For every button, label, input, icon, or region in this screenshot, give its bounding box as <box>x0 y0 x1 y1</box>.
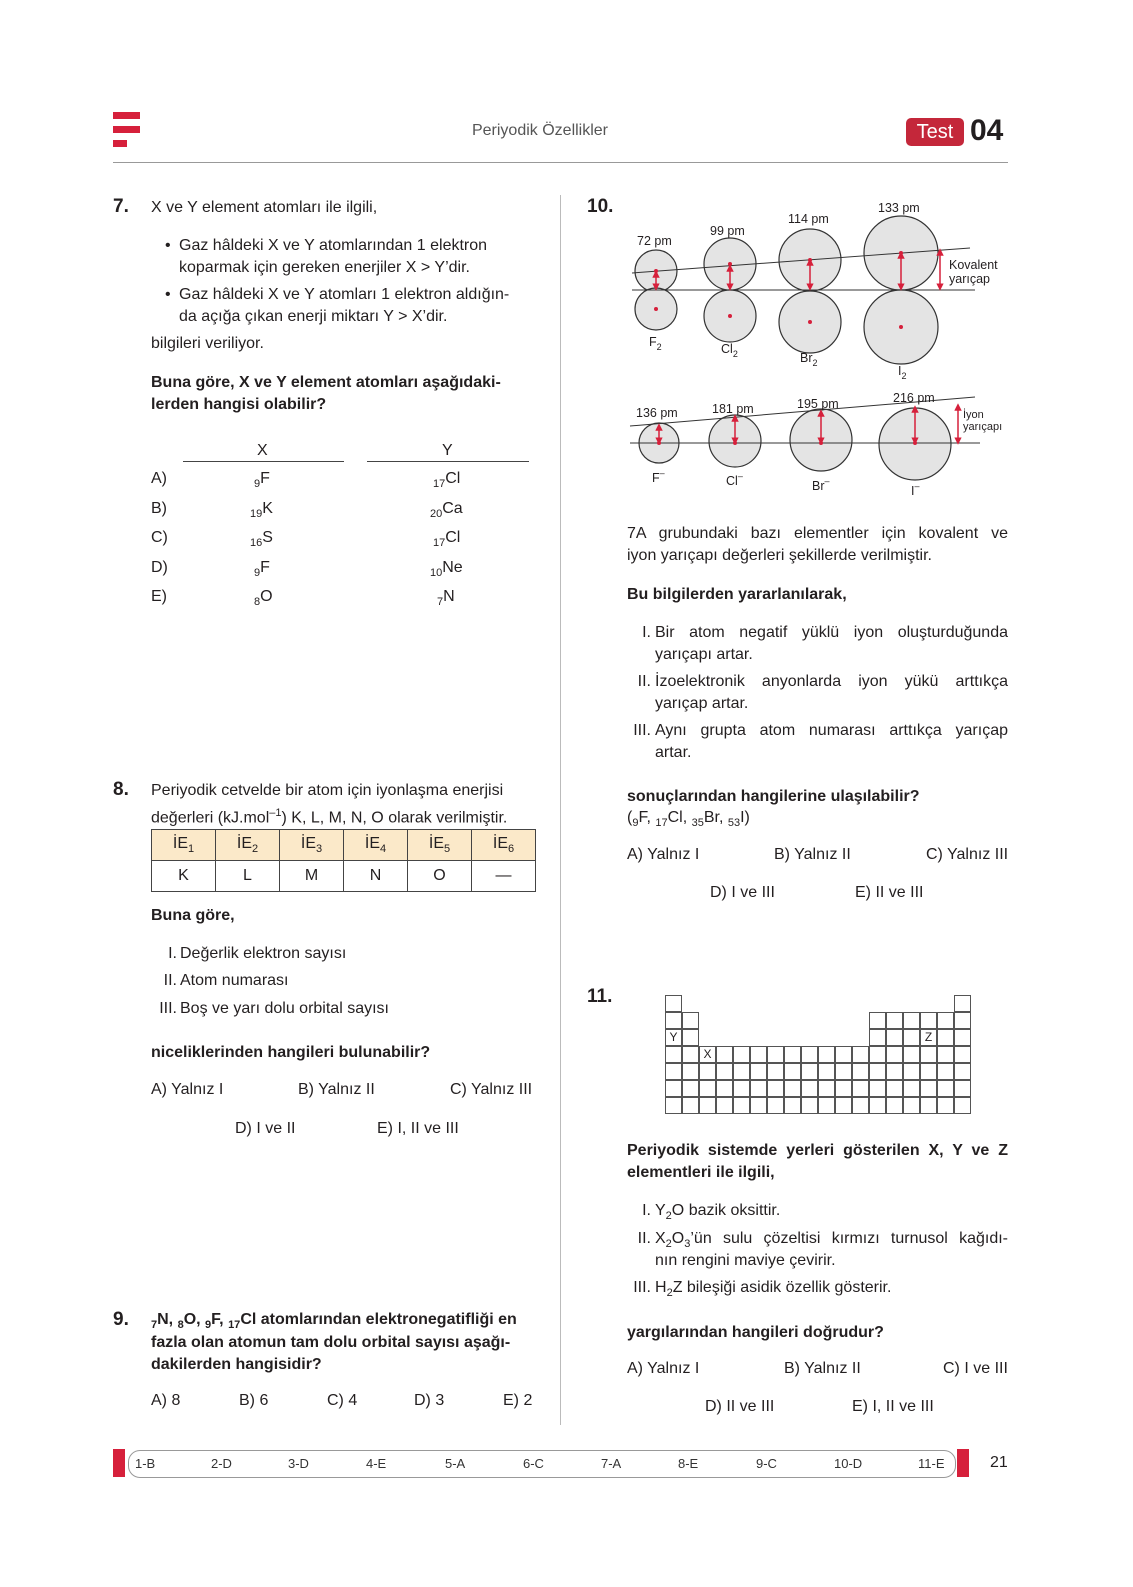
question-11-number: 11. <box>587 986 613 1007</box>
periodic-table-cell <box>886 1063 903 1080</box>
periodic-table-cell <box>920 1097 937 1114</box>
periodic-table-cell <box>954 1080 971 1097</box>
periodic-table-cell <box>750 1063 767 1080</box>
column-y-rule <box>367 461 529 462</box>
periodic-table-cell <box>699 1080 716 1097</box>
question-11-option-d[interactable]: D) II ve III <box>705 1398 775 1415</box>
question-8-intro-line-2: değerleri (kJ.mol$^{-1}$) K, L, M, N, O olarak verilmiştir. <box>151 807 508 827</box>
periodic-table-cell <box>835 1097 852 1114</box>
question-11-desc-line-2: elementleri ile ilgili, <box>627 1164 775 1181</box>
f2-label: $F_2$ <box>649 335 662 352</box>
question-8-option-a[interactable]: A) Yalnız I <box>151 1081 224 1098</box>
answer-key-left-marker <box>113 1449 125 1477</box>
option-b-y[interactable]: $_{20}$Ca <box>430 500 463 521</box>
question-9-option-c[interactable]: C) 4 <box>327 1392 358 1409</box>
periodic-table-cell <box>852 1097 869 1114</box>
answer-key-item: 4-E <box>366 1456 387 1471</box>
item-numeral: III. <box>633 1279 651 1296</box>
table-header-cell: $İE_6$ <box>472 830 536 861</box>
question-7-bullet-1-line-1: Gaz hâldeki X ve Y atomlarından 1 elektron <box>179 237 488 254</box>
periodic-table-cell <box>954 1012 971 1029</box>
periodic-table-cell <box>903 1063 920 1080</box>
column-x-rule <box>183 461 344 462</box>
option-a-x[interactable]: $_9$F <box>254 470 270 491</box>
answer-key-item: 7-A <box>601 1456 622 1471</box>
question-11-item-1: $Y_2O$ bazik oksittir. <box>655 1202 781 1223</box>
question-11-option-c[interactable]: C) I ve III <box>943 1360 1008 1377</box>
periodic-table-cell <box>733 1046 750 1063</box>
table-header-row <box>152 830 536 861</box>
question-8-intro-line-1: Periyodik cetvelde bir atom için iyonlaşma enerjisi <box>151 782 504 799</box>
column-divider <box>560 195 561 1425</box>
periodic-table-cell <box>818 1097 835 1114</box>
question-8-item-1: Değerlik elektron sayısı <box>180 945 347 962</box>
periodic-table-cell <box>716 1046 733 1063</box>
periodic-table-cell <box>869 1029 886 1046</box>
question-7-number: 7. <box>113 196 129 217</box>
ionization-energy-table <box>151 829 536 892</box>
question-9-option-b[interactable]: B) 6 <box>239 1392 269 1409</box>
option-d-label[interactable]: D) <box>151 559 168 576</box>
periodic-table-cell <box>665 1097 682 1114</box>
periodic-table-cell <box>937 1046 954 1063</box>
question-10-question: sonuçlarından hangilerine ulaşılabilir? <box>627 788 920 805</box>
periodic-table-cell <box>750 1080 767 1097</box>
periodic-table-cell <box>920 1012 937 1029</box>
answer-key-item: 5-A <box>445 1456 466 1471</box>
table-cell: L <box>216 861 280 892</box>
periodic-table-grid <box>665 995 970 1115</box>
br-ion-radius-label: 195 pm <box>797 397 839 411</box>
periodic-table-cell <box>801 1046 818 1063</box>
periodic-table-cell <box>682 1029 699 1046</box>
periodic-table-cell <box>682 1080 699 1097</box>
periodic-table-cell <box>886 1029 903 1046</box>
item-numeral: I. <box>642 624 651 641</box>
periodic-table-cell <box>699 1063 716 1080</box>
option-b-label[interactable]: B) <box>151 500 167 517</box>
column-x-header: X <box>257 442 268 459</box>
periodic-table-cell <box>784 1063 801 1080</box>
question-10-atomic-numbers: ($_9F$, $_{17}$Cl, $_{35}$Br, $_{53}$I) <box>627 809 750 830</box>
question-8-item-2: Atom numarası <box>180 972 289 989</box>
periodic-table-cell <box>903 1080 920 1097</box>
question-8-item-3: Boş ve yarı dolu orbital sayısı <box>180 1000 389 1017</box>
i2-radius-label: 133 pm <box>878 201 920 215</box>
periodic-table-cell <box>954 995 971 1012</box>
periodic-table-cell <box>767 1097 784 1114</box>
periodic-table-cell <box>716 1063 733 1080</box>
cl-ion-radius-label: 181 pm <box>712 402 754 416</box>
br-ion-label: Br– <box>812 476 830 493</box>
question-8-question: niceliklerinden hangileri bulunabilir? <box>151 1044 431 1061</box>
question-9-line-3: dakilerden hangisidir? <box>151 1356 322 1373</box>
bullet-icon: • <box>165 286 171 303</box>
table-header-cell: $İE_4$ <box>344 830 408 861</box>
f-ion-label: F– <box>652 468 665 485</box>
question-9-number: 9. <box>113 1309 129 1330</box>
item-numeral: III. <box>633 722 651 739</box>
answer-key-item: 2-D <box>211 1456 232 1471</box>
test-number: 04 <box>970 114 1004 147</box>
i-ion-radius-label: 216 pm <box>893 391 935 405</box>
periodic-table-cell <box>750 1097 767 1114</box>
question-8-lead: Buna göre, <box>151 907 235 924</box>
item-numeral: I. <box>642 1202 651 1219</box>
question-9-line-1: $_7$N, $_8$O, $_9$F, $_{17}$Cl atomlarından elektronegatifliği en <box>151 1311 517 1332</box>
option-d-y[interactable]: $_{10}$Ne <box>430 559 463 580</box>
periodic-table-cell <box>699 1097 716 1114</box>
question-7-intro: X ve Y element atomları ile ilgili, <box>151 199 378 216</box>
br2-radius-label: 114 pm <box>788 212 829 226</box>
question-8-option-d[interactable]: D) I ve II <box>235 1120 296 1137</box>
question-8-option-c[interactable]: C) Yalnız III <box>450 1081 533 1098</box>
periodic-table-cell <box>818 1080 835 1097</box>
periodic-table-cell <box>784 1046 801 1063</box>
question-7-question-line-1: Buna göre, X ve Y element atomları aşağıdaki- <box>151 374 501 391</box>
periodic-table-cell <box>767 1080 784 1097</box>
periodic-table-cell <box>869 1080 886 1097</box>
covalent-label-1: Kovalent <box>949 258 998 272</box>
table-cell: — <box>472 861 536 892</box>
question-10-lead: Bu bilgilerden yararlanılarak, <box>627 586 847 603</box>
periodic-table-cell <box>733 1063 750 1080</box>
table-cell: K <box>152 861 216 892</box>
table-cell: N <box>344 861 408 892</box>
periodic-table-cell <box>835 1046 852 1063</box>
f-ion-radius-label: 136 pm <box>636 406 678 420</box>
option-e-x[interactable]: $_8$O <box>254 588 273 609</box>
ionic-label-1: İyon <box>963 409 984 421</box>
question-10-number: 10. <box>587 196 614 217</box>
periodic-table-cell <box>665 1063 682 1080</box>
question-7-given: bilgileri veriliyor. <box>151 335 264 352</box>
periodic-table-cell <box>733 1080 750 1097</box>
question-11-option-a[interactable]: A) Yalnız I <box>627 1360 700 1377</box>
question-11-option-e[interactable]: E) I, II ve III <box>852 1398 934 1415</box>
option-d-x[interactable]: $_9$F <box>254 559 270 580</box>
item-numeral: II. <box>637 673 651 690</box>
answer-key-item: 1-B <box>135 1456 156 1471</box>
question-11-item-2-line-1: $X_2O_3’ün$ sulu çözeltisi kırmızı turnusol kağıdı- <box>655 1230 1008 1251</box>
periodic-table-cell <box>682 1063 699 1080</box>
item-numeral: I. <box>168 945 177 962</box>
table-row <box>152 861 536 892</box>
option-a-y[interactable]: $_{17}$Cl <box>433 470 461 491</box>
periodic-table-cell <box>886 1012 903 1029</box>
periodic-table-cell <box>954 1097 971 1114</box>
periodic-table-cell <box>937 1063 954 1080</box>
answer-key-item: 3-D <box>288 1456 309 1471</box>
i2-label: $I_2$ <box>898 364 907 381</box>
question-10-item-2-line-2: yarıçap artar. <box>655 695 749 712</box>
page-number: 21 <box>990 1454 1008 1471</box>
question-10-desc-line-1: 7A grubundaki bazı elementler için kovalent ve <box>627 525 1008 542</box>
option-c-y[interactable]: $_{17}$Cl <box>433 529 461 550</box>
table-header-cell: $İE_2$ <box>216 830 280 861</box>
question-11-item-2-line-2: nın rengini maviye çevirir. <box>655 1252 836 1269</box>
periodic-table-cell <box>784 1097 801 1114</box>
periodic-table-cell <box>767 1063 784 1080</box>
question-10-item-3-line-1: Aynı grupta atom numarası arttıkça yarıçap <box>655 722 1008 739</box>
question-7-bullet-2-line-1: Gaz hâldeki X ve Y atomları 1 elektron aldığın- <box>179 286 510 303</box>
question-11-item-3: $H_2Z$ bileşiği asidik özellik gösterir. <box>655 1279 892 1300</box>
periodic-table-cell <box>937 1097 954 1114</box>
periodic-table-cell <box>954 1029 971 1046</box>
cl-ion-label: Cl– <box>726 471 743 488</box>
question-10-desc-line-2: iyon yarıçapı değerleri şekillerde verilmiştir. <box>627 547 932 564</box>
periodic-table-cell <box>920 1063 937 1080</box>
periodic-table-cell <box>886 1097 903 1114</box>
i-ion-label: I– <box>911 481 920 498</box>
question-10-item-3-line-2: artar. <box>655 744 692 761</box>
element-x-cell: X <box>699 1046 716 1063</box>
periodic-table-cell <box>869 1097 886 1114</box>
periodic-table-cell <box>682 1012 699 1029</box>
periodic-table-cell <box>886 1046 903 1063</box>
periodic-table-cell <box>920 1080 937 1097</box>
periodic-table-cell <box>835 1063 852 1080</box>
periodic-table-cell <box>886 1080 903 1097</box>
f2-radius-label: 72 pm <box>637 234 672 248</box>
periodic-table-cell <box>682 1046 699 1063</box>
option-c-label[interactable]: C) <box>151 529 168 546</box>
question-7-question-line-2: lerden hangisi olabilir? <box>151 396 327 413</box>
periodic-table-cell <box>682 1097 699 1114</box>
element-y-cell: Y <box>665 1029 682 1046</box>
question-10-item-1-line-2: yarıçapı artar. <box>655 646 753 663</box>
question-11-desc-line-1: Periyodik sistemde yerleri gösterilen X, Y ve Z <box>627 1142 1008 1159</box>
periodic-table-cell <box>665 1046 682 1063</box>
periodic-table-cell <box>784 1080 801 1097</box>
table-cell: O <box>408 861 472 892</box>
periodic-table-cell <box>818 1046 835 1063</box>
cl2-label: $Cl_2$ <box>721 342 738 359</box>
test-badge: Test <box>906 118 964 146</box>
question-10-item-1-line-1: Bir atom negatif yüklü iyon oluşturduğunda <box>655 624 1008 641</box>
answer-key-item: 9-C <box>756 1456 777 1471</box>
periodic-table-cell <box>869 1063 886 1080</box>
question-9-option-e[interactable]: E) 2 <box>503 1392 533 1409</box>
option-e-y[interactable]: $_7$N <box>437 588 455 609</box>
column-y-header: Y <box>442 442 453 459</box>
answer-key-right-marker <box>957 1449 969 1477</box>
periodic-table-cell <box>767 1046 784 1063</box>
ionic-label-2: yarıçapı <box>963 421 1003 433</box>
periodic-table-cell <box>920 1046 937 1063</box>
answer-key-item: 11-E <box>918 1456 945 1471</box>
periodic-table-cell <box>903 1029 920 1046</box>
question-8-number: 8. <box>113 779 129 800</box>
periodic-table-cell <box>835 1080 852 1097</box>
table-cell: M <box>280 861 344 892</box>
question-10-option-e[interactable]: E) II ve III <box>855 884 924 901</box>
question-11-option-b[interactable]: B) Yalnız II <box>784 1360 861 1377</box>
periodic-table-cell <box>818 1063 835 1080</box>
periodic-table-cell <box>733 1097 750 1114</box>
ions <box>639 408 951 480</box>
question-10-option-b[interactable]: B) Yalnız II <box>774 846 851 863</box>
periodic-table-cell <box>954 1063 971 1080</box>
option-e-label[interactable]: E) <box>151 588 167 605</box>
table-header-cell: $İE_5$ <box>408 830 472 861</box>
question-10-option-d[interactable]: D) I ve III <box>710 884 775 901</box>
periodic-table-cell <box>750 1046 767 1063</box>
periodic-table-cell <box>852 1063 869 1080</box>
question-8-option-e[interactable]: E) I, II ve III <box>377 1120 459 1137</box>
br2-label: $Br_2$ <box>800 351 818 368</box>
question-11-question: yargılarından hangileri doğrudur? <box>627 1324 884 1341</box>
periodic-table-cell <box>937 1029 954 1046</box>
option-c-x[interactable]: $_{16}$S <box>250 529 273 550</box>
question-10-item-2-line-1: İzoelektronik anyonlarda iyon yükü arttıkça <box>655 673 1008 690</box>
periodic-table-cell <box>801 1080 818 1097</box>
header-divider <box>113 162 1008 163</box>
option-a-label[interactable]: A) <box>151 470 167 487</box>
question-10-option-a[interactable]: A) Yalnız I <box>627 846 700 863</box>
periodic-table-cell <box>954 1046 971 1063</box>
periodic-table-cell <box>801 1063 818 1080</box>
question-9-option-a[interactable]: A) 8 <box>151 1392 181 1409</box>
element-z-cell: Z <box>920 1029 937 1046</box>
periodic-table-cell <box>937 1012 954 1029</box>
periodic-table-cell <box>903 1097 920 1114</box>
item-numeral: II. <box>163 972 177 989</box>
periodic-table-cell <box>716 1080 733 1097</box>
question-7-bullet-2-line-2: da açığa çıkan enerji miktarı Y > X’dir. <box>179 308 448 325</box>
question-7-bullet-1-line-2: koparmak için gereken enerjiler X > Y’dir. <box>179 259 470 276</box>
periodic-table-cell <box>903 1046 920 1063</box>
answer-key-item: 10-D <box>834 1456 863 1471</box>
table-header-cell: $İE_3$ <box>280 830 344 861</box>
question-8-option-b[interactable]: B) Yalnız II <box>298 1081 375 1098</box>
item-numeral: III. <box>159 1000 177 1017</box>
periodic-table-cell <box>869 1012 886 1029</box>
periodic-table-cell <box>801 1097 818 1114</box>
page-header-title: Periyodik Özellikler <box>471 122 609 139</box>
answer-key-item: 6-C <box>523 1456 544 1471</box>
cl2-radius-label: 99 pm <box>710 224 745 238</box>
periodic-table-cell <box>665 1080 682 1097</box>
question-9-line-2: fazla olan atomun tam dolu orbital sayısı aşağı- <box>151 1334 511 1351</box>
periodic-table-cell <box>665 1012 682 1029</box>
periodic-table-cell <box>869 1046 886 1063</box>
periodic-table-cell <box>852 1080 869 1097</box>
periodic-table-cell <box>716 1097 733 1114</box>
answer-key-item: 8-E <box>678 1456 699 1471</box>
radius-diagram <box>620 195 1015 500</box>
periodic-table-cell <box>903 1012 920 1029</box>
periodic-table-cell <box>852 1046 869 1063</box>
item-numeral: II. <box>637 1230 651 1247</box>
table-header-cell: $İE_1$ <box>152 830 216 861</box>
periodic-table-cell <box>665 995 682 1012</box>
covalent-label-2: yarıçap <box>949 272 990 286</box>
bullet-icon: • <box>165 237 171 254</box>
question-9-option-d[interactable]: D) 3 <box>414 1392 445 1409</box>
question-10-option-c[interactable]: C) Yalnız III <box>926 846 1009 863</box>
option-b-x[interactable]: $_{19}$K <box>250 500 273 521</box>
periodic-table-cell <box>937 1080 954 1097</box>
